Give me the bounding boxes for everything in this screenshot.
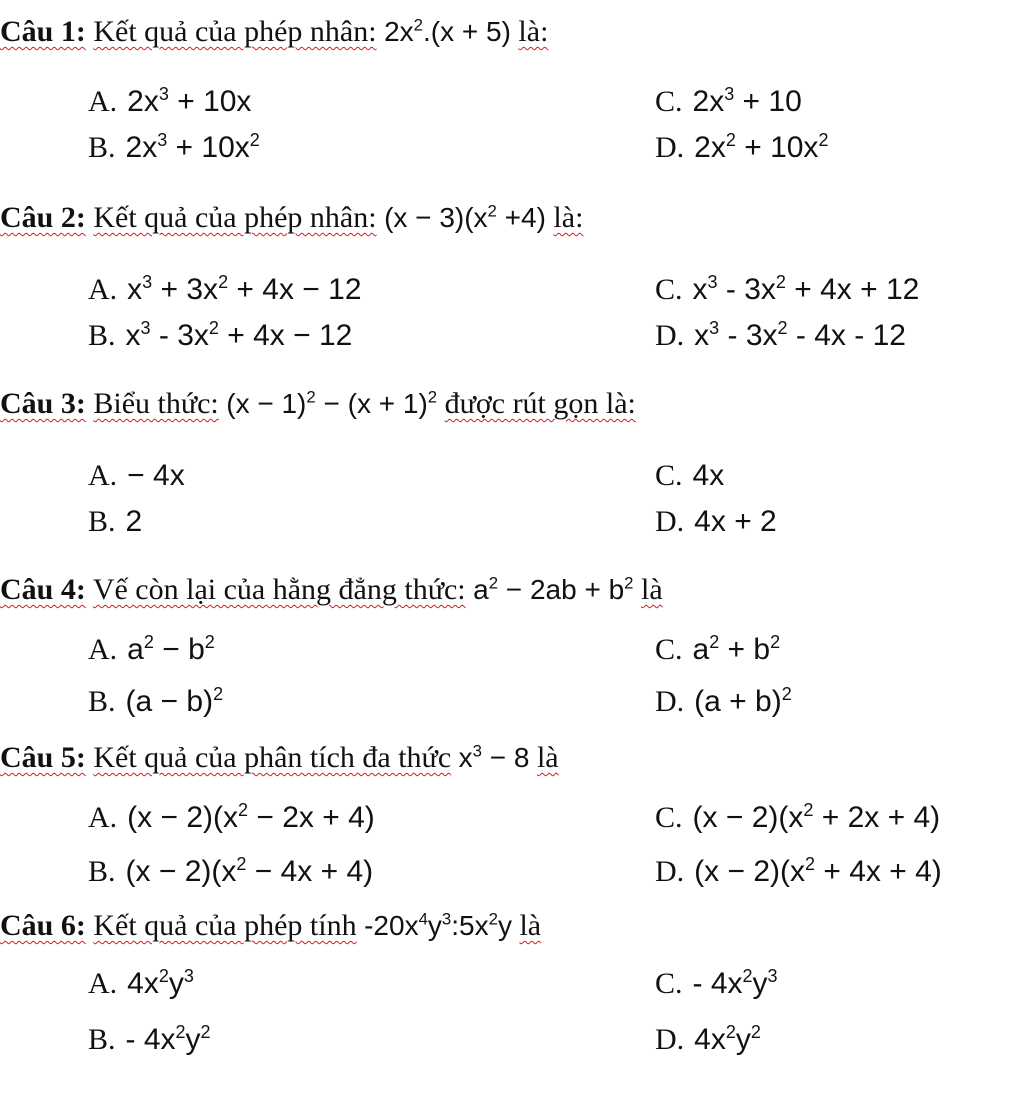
option-expression: $x^3 - 3x^2 + 4x + 12$	[692, 272, 920, 306]
option-expression: $x^3 + 3x^2 + 4x - 12$	[127, 272, 362, 306]
question-title	[0, 572, 663, 608]
question-title	[0, 14, 548, 50]
option-letter: C.	[655, 85, 683, 118]
option-expression: − 4x	[127, 459, 185, 492]
option-c[interactable]	[655, 272, 919, 308]
option-d[interactable]	[655, 854, 942, 890]
option-expression: 2	[125, 505, 143, 538]
option-letter: C.	[655, 967, 683, 1000]
question-label: Câu 1:	[0, 15, 86, 48]
option-b[interactable]	[88, 130, 260, 166]
option-letter: B.	[88, 1023, 116, 1056]
option-a[interactable]	[88, 800, 375, 836]
question-title	[0, 908, 541, 944]
option-a[interactable]	[88, 84, 251, 120]
option-expression: $a^2 - b^2$	[127, 632, 215, 666]
question-text: Biểu thức:	[93, 387, 219, 420]
option-letter: B.	[88, 685, 116, 718]
option-expression: $x^3 - 3x^2 + 4x - 12$	[125, 318, 353, 352]
option-d[interactable]	[655, 504, 777, 540]
question-label: Câu 6:	[0, 909, 86, 942]
option-letter: C.	[655, 459, 683, 492]
option-letter: B.	[88, 319, 116, 352]
question-suffix: là	[640, 573, 663, 606]
question-expression: $2x^2.(x + 5)$	[384, 15, 511, 47]
option-expression: $(a - b)^2$	[125, 684, 224, 718]
question-label: Câu 5:	[0, 741, 86, 774]
option-expression: $x^3 - 3x^2 - 4x - 12$	[694, 318, 906, 352]
option-a[interactable]	[88, 272, 362, 308]
option-expression: - $4x^2y^2$	[125, 1022, 211, 1056]
option-d[interactable]	[655, 684, 792, 720]
option-a[interactable]	[88, 632, 215, 668]
option-b[interactable]	[88, 504, 142, 540]
option-letter: B.	[88, 505, 116, 538]
question-text: Kết quả của phép nhân:	[93, 15, 377, 48]
option-expression: $4x^2y^2$	[694, 1022, 761, 1056]
question-expression: $a^2 - 2ab + b^2$	[473, 573, 634, 605]
question-title	[0, 386, 636, 422]
question-expression: $(x - 1)^2 - (x + 1)^2$	[226, 387, 438, 419]
option-expression: $(x - 2)(x^2 - 4x + 4)$	[125, 854, 374, 888]
question-text: Vế còn lại của hằng đẳng thức:	[92, 573, 466, 606]
option-letter: B.	[88, 855, 116, 888]
option-expression: $2x^3 + 10x^2$	[125, 130, 260, 164]
option-letter: A.	[88, 273, 118, 306]
question-suffix: là	[519, 909, 542, 942]
option-d[interactable]	[655, 318, 906, 354]
option-expression: 4x	[692, 459, 725, 492]
option-expression: $4x^2y^3$	[127, 966, 194, 1000]
option-expression: $(x - 2)(x^2 + 4x + 4)$	[694, 854, 942, 888]
option-letter: D.	[655, 131, 685, 164]
option-letter: A.	[88, 801, 118, 834]
option-c[interactable]	[655, 458, 724, 494]
option-letter: A.	[88, 85, 118, 118]
option-d[interactable]	[655, 1022, 761, 1058]
question-text: Kết quả của phép tính	[93, 909, 357, 942]
option-c[interactable]	[655, 84, 802, 120]
question-expression: $x^3 - 8$	[458, 741, 530, 773]
option-letter: D.	[655, 505, 685, 538]
option-letter: A.	[88, 459, 118, 492]
option-expression: $2x^3 + 10$	[692, 84, 802, 118]
option-expression: - $4x^2y^3$	[692, 966, 778, 1000]
question-text: Kết quả của phép nhân:	[93, 201, 377, 234]
option-b[interactable]	[88, 684, 223, 720]
question-suffix: là:	[553, 201, 584, 234]
option-expression: $(x - 2)(x^2 - 2x + 4)$	[127, 800, 375, 834]
option-letter: D.	[655, 685, 685, 718]
option-a[interactable]	[88, 458, 185, 494]
question-suffix: là	[536, 741, 559, 774]
option-letter: A.	[88, 967, 118, 1000]
option-b[interactable]	[88, 318, 352, 354]
option-b[interactable]	[88, 1022, 211, 1058]
option-c[interactable]	[655, 632, 780, 668]
question-title	[0, 200, 583, 236]
option-expression: 4x + 2	[694, 505, 777, 538]
option-letter: D.	[655, 855, 685, 888]
question-label: Câu 4:	[0, 573, 86, 606]
question-expression: $-20x^4y^3:5x^2y$	[364, 909, 512, 941]
question-title	[0, 740, 559, 776]
option-c[interactable]	[655, 966, 778, 1002]
option-a[interactable]	[88, 966, 194, 1002]
option-expression: $(a + b)^2$	[694, 684, 792, 718]
question-text: Kết quả của phân tích đa thức	[93, 741, 452, 774]
option-expression: $2x^2 + 10x^2$	[694, 130, 829, 164]
option-expression: $(x - 2)(x^2 + 2x + 4)$	[692, 800, 941, 834]
question-label: Câu 3:	[0, 387, 86, 420]
option-letter: A.	[88, 633, 118, 666]
option-b[interactable]	[88, 854, 373, 890]
option-letter: D.	[655, 1023, 685, 1056]
option-letter: B.	[88, 131, 116, 164]
option-c[interactable]	[655, 800, 940, 836]
question-suffix: được rút gọn là:	[444, 387, 636, 420]
question-suffix: là:	[518, 15, 549, 48]
option-d[interactable]	[655, 130, 828, 166]
option-expression: $2x^3 + 10x$	[127, 84, 252, 118]
option-letter: C.	[655, 633, 683, 666]
option-letter: C.	[655, 273, 683, 306]
option-expression: $a^2 + b^2$	[692, 632, 781, 666]
question-label: Câu 2:	[0, 201, 86, 234]
question-expression: $(x - 3)(x^2 +4)$	[384, 201, 546, 233]
option-letter: D.	[655, 319, 685, 352]
option-letter: C.	[655, 801, 683, 834]
